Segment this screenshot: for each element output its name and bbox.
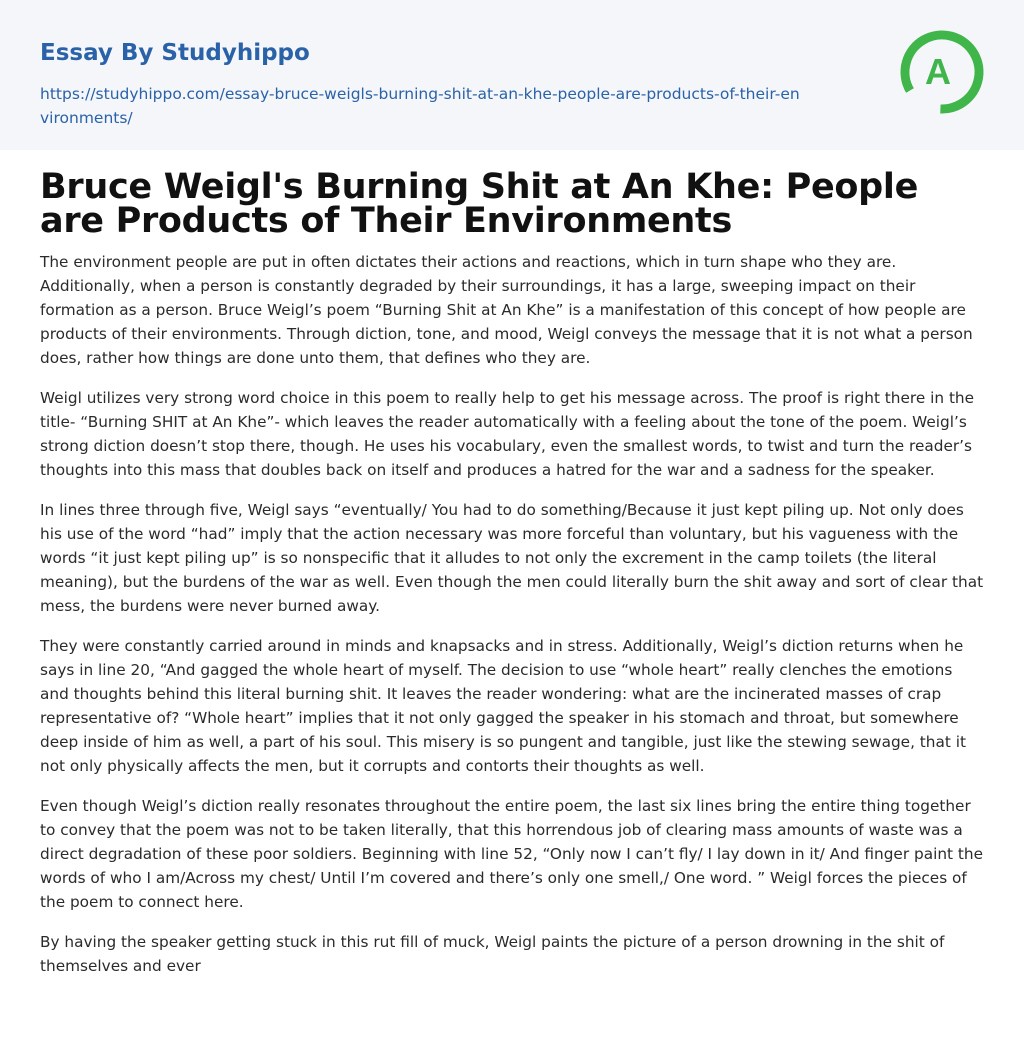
essay-url-link[interactable]: https://studyhippo.com/essay-bruce-weigls-burning-shit-at-an-khe-people-are-products-of-their-environments/ — [40, 84, 800, 127]
studyhippo-logo-icon[interactable] — [898, 28, 986, 116]
essay-paragraph: By having the speaker getting stuck in this rut fill of muck, Weigl paints the picture of a person drowning in the shit of themselves and ever — [40, 933, 945, 975]
essay-content — [0, 150, 1024, 978]
essay-paragraph: Weigl utilizes very strong word choice in this poem to really help to get his message across. The proof is right there in the title- “Burning SHIT at An Khe”- which leaves the reader automatically with a feeling about the tone of the poem. Weigl’s strong diction doesn’t stop there, though. He uses his vocabulary, even the smallest words, to twist and turn the reader’s thoughts into this mass that doubles back on itself and produces a hatred for the war and a sadness for the speaker. — [40, 389, 975, 479]
brand-name[interactable]: Essay By Studyhippo — [40, 40, 310, 66]
logo-letter: A — [925, 51, 951, 92]
essay-paragraph: Even though Weigl’s diction really resonates throughout the entire poem, the last six lines bring the entire thing together to convey that the poem was not to be taken literally, that this horrendous job of clearing mass amounts of waste was a direct degradation of these poor soldiers. Beginning with line 52, “Only now I can’t fly/ I lay down in it/ And finger paint the words of who I am/Across my chest/ Until I’m covered and there’s only one smell,/ One word. ” Weigl forces the pieces of the poem to connect here. — [40, 797, 983, 911]
essay-title: Bruce Weigl's Burning Shit at An Khe: People are Products of Their Environments — [40, 167, 919, 241]
essay-paragraph: The environment people are put in often dictates their actions and reactions, which in turn shape who they are. Additionally, when a person is constantly degraded by their surroundings, it has a large, sweeping impact on their formation as a person. Bruce Weigl’s poem “Burning Shit at An Khe” is a manifestation of this concept of how people are products of their environments. Through diction, tone, and mood, Weigl conveys the message that it is not what a person does, rather how things are done unto them, that defines who they are. — [40, 253, 973, 367]
site-header — [0, 0, 1024, 150]
essay-paragraph: They were constantly carried around in minds and knapsacks and in stress. Additionally, Weigl’s diction returns when he says in line 20, “And gagged the whole heart of myself. The decision to use “whole heart” really clenches the emotions and thoughts behind this literal burning shit. It leaves the reader wondering: what are the incinerated masses of crap representative of? “Whole heart” implies that it not only gagged the speaker in his stomach and throat, but somewhere deep inside of him as well, a part of his soul. This misery is so pungent and tangible, just like the stewing sewage, that it not only physically affects the men, but it corrupts and contorts their thoughts as well. — [40, 637, 966, 775]
essay-paragraph: In lines three through five, Weigl says “eventually/ You had to do something/Because it just kept piling up. Not only does his use of the word “had” imply that the action necessary was more forceful than voluntary, but his vagueness with the words “it just kept piling up” is so nonspecific that it alludes to not only the excrement in the camp toilets (the literal meaning), but the burdens of the war as well. Even though the men could literally burn the shit away and sort of clear that mess, the burdens were never burned away. — [40, 501, 984, 615]
